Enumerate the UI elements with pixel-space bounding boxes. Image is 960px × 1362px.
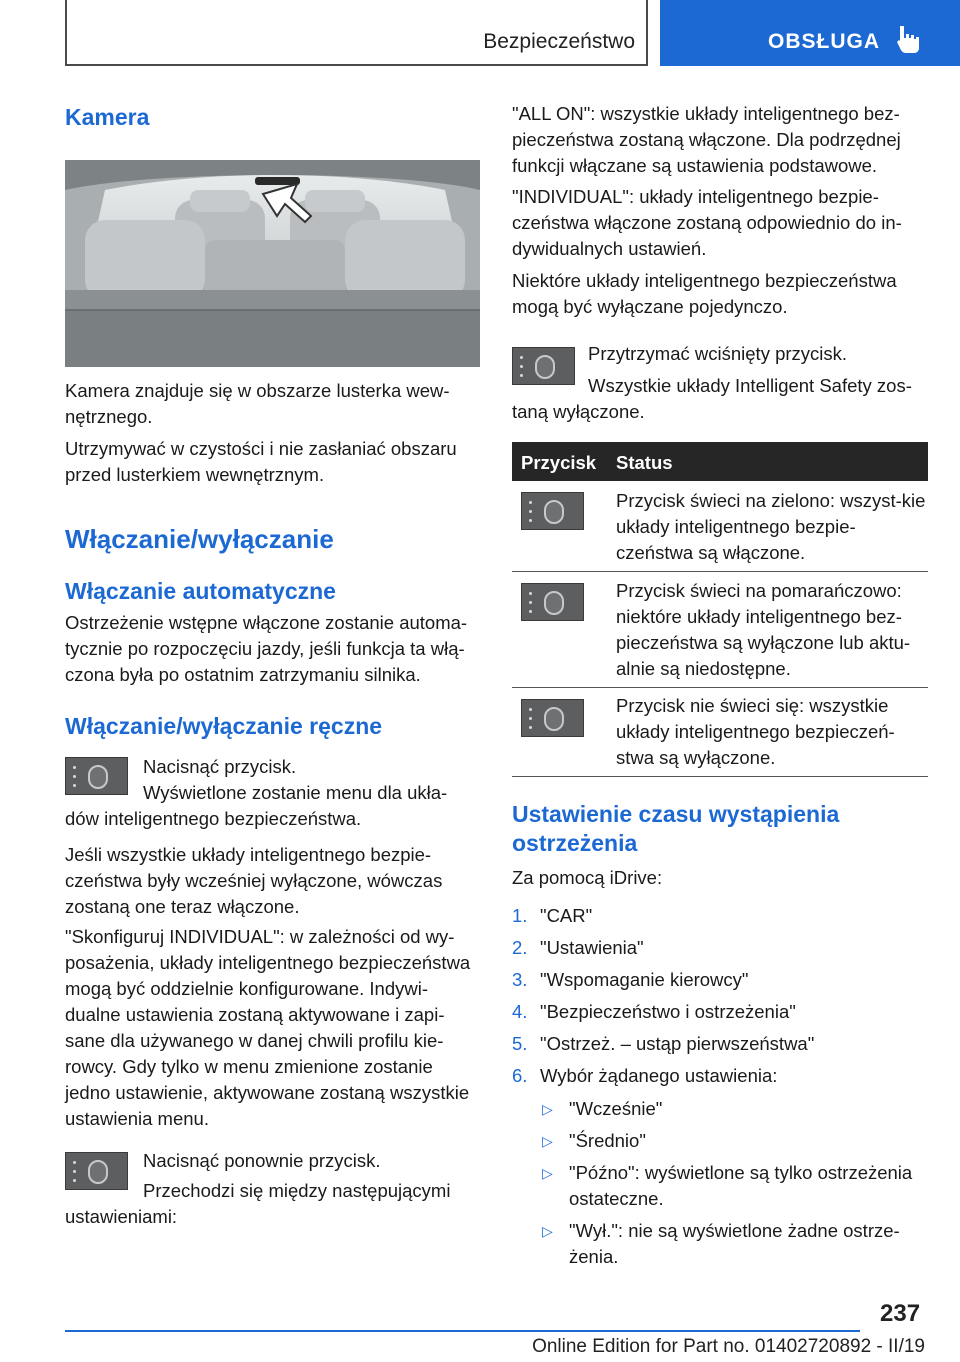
manual-paragraph-3: "Skonfiguruj INDIVIDUAL": w zależności od wy‐posażenia, układy inteligentnego bezpieczeństwa mogą być oddzielnie konfigurowane. Indywi‐dualne ustawienia zostaną aktywowane i zapi‐sane dla używanego w danej chwili profilu kie‐rowcy. Gdy tylko w menu zmienione zostanie jedno ustawienie, aktywowane zostaną wszystkie ustawienia menu. [65, 926, 471, 1129]
manual-paragraph-4: Przechodzi się między następującymi ustawieniami: [65, 1180, 451, 1227]
table-button-image-orange [521, 583, 584, 621]
manual-paragraph-1: Wyświetlone zostanie menu dla ukła‐dów inteligentnego bezpieczeństwa. [65, 782, 448, 829]
header-underline [65, 64, 648, 66]
step-number: 6. [512, 1065, 528, 1086]
list-item: "Bezpieczeństwo i ostrzeżenia" [540, 1001, 796, 1022]
button-dot-icon [520, 365, 523, 368]
auto-paragraph: Ostrzeżenie wstępne włączone zostanie automa‐tycznie po rozpoczęciu jazdy, jeśli funkcja ta włą‐czona była po ostatnim zatrzymaniu silnika. [65, 612, 468, 685]
page-number: 237 [880, 1300, 921, 1327]
step-number: 4. [512, 1001, 528, 1022]
onoff-heading: Włączanie/wyłączanie [65, 524, 334, 554]
button-knob-icon [544, 591, 564, 615]
table-col-status: Status [616, 452, 673, 473]
manual-heading: Włączanie/wyłączanie ręczne [65, 713, 383, 739]
list-item: "Wcześnie" [569, 1098, 663, 1119]
camera-heading: Kamera [65, 104, 150, 130]
button-dot-icon [520, 356, 523, 359]
button-dot-icon [73, 766, 76, 769]
time-heading: Ustawienie czasu wystąpienia ostrzeżenia [512, 801, 840, 856]
manual-step-2: Nacisnąć ponownie przycisk. [143, 1150, 381, 1171]
button-dot-icon [529, 717, 532, 720]
list-item: "Średnio" [569, 1130, 646, 1151]
list-item: "Późno": wyświetlone są tylko ostrzeżenia ostateczne. [569, 1162, 913, 1209]
manual-step-1: Nacisnąć przycisk. [143, 756, 297, 777]
button-dot-icon [529, 726, 532, 729]
some-paragraph: Niektóre układy inteligentnego bezpieczeństwa mogą być wyłączane pojedynczo. [512, 270, 897, 317]
camera-photo [65, 160, 480, 367]
button-dot-icon [529, 510, 532, 513]
button-dot-icon [529, 501, 532, 504]
car-interior-illustration [65, 160, 480, 367]
table-row-divider [512, 571, 928, 572]
hold-result: Wszystkie układy Intelligent Safety zos‐taną wyłączone. [512, 375, 912, 422]
step-number: 5. [512, 1033, 528, 1054]
list-item: "Ustawienia" [540, 937, 644, 958]
table-row-green: Przycisk świeci na zielono: wszyst‐kie układy inteligentnego bezpie‐czeństwa są włączone. [616, 490, 926, 563]
header-tab[interactable] [660, 0, 960, 66]
button-dot-icon [529, 601, 532, 604]
idrive-paragraph: Za pomocą iDrive: [512, 867, 663, 888]
pointing-hand-icon [895, 24, 923, 54]
table-row-divider [512, 687, 928, 688]
individual-paragraph: "INDIVIDUAL": układy inteligentnego bezpie‐czeństwa włączone zostaną odpowiednio do in‐dywidualnych ustawień. [512, 186, 902, 259]
table-row-orange: Przycisk świeci na pomarańczowo: niektóre układy inteligentnego bez‐pieczeństwa są wyłączone lub aktu‐alnie są niedostępne. [616, 580, 911, 679]
header-divider-right [646, 0, 648, 66]
step-number: 3. [512, 969, 528, 990]
step-number: 1. [512, 905, 528, 926]
triangle-bullet-icon: ▷ [542, 1133, 553, 1149]
button-knob-icon [544, 707, 564, 731]
footer-edition: Online Edition for Part no. 01402720892 - II/19 [532, 1336, 925, 1357]
list-item: Wybór żądanego ustawienia: [540, 1065, 778, 1086]
button-knob-icon [544, 500, 564, 524]
status-table-header [512, 442, 928, 481]
header-section-title: Bezpieczeństwo [483, 30, 635, 53]
table-button-image-green [521, 492, 584, 530]
button-dot-icon [529, 708, 532, 711]
footer-line [65, 1330, 860, 1332]
button-dot-icon [529, 610, 532, 613]
hold-step: Przytrzymać wciśnięty przycisk. [588, 343, 848, 364]
camera-paragraph-2: Utrzymywać w czystości i nie zasłaniać obszaru przed lusterkiem wewnętrznym. [65, 438, 457, 485]
button-dot-icon [73, 1161, 76, 1164]
table-col-button: Przycisk [521, 452, 597, 473]
auto-heading: Włączanie automatyczne [65, 578, 336, 604]
triangle-bullet-icon: ▷ [542, 1101, 553, 1117]
list-item: "CAR" [540, 905, 593, 926]
button-dot-icon [529, 519, 532, 522]
table-row-divider [512, 776, 928, 777]
header-divider-left [65, 0, 67, 66]
header-tab-label: OBSŁUGA [768, 30, 880, 53]
triangle-bullet-icon: ▷ [542, 1223, 553, 1239]
manual-paragraph-2: Jeśli wszystkie układy inteligentnego bezpie‐czeństwa były wcześniej wyłączone, wówczas zostaną one teraz włączone. [65, 844, 443, 917]
table-row-off: Przycisk nie świeci się: wszystkie układy inteligentnego bezpieczeń‐stwa są wyłączone. [616, 695, 895, 768]
triangle-bullet-icon: ▷ [542, 1165, 553, 1181]
button-dot-icon [73, 775, 76, 778]
step-number: 2. [512, 937, 528, 958]
button-dot-icon [529, 592, 532, 595]
button-dot-icon [73, 1170, 76, 1173]
list-item: "Ostrzeż. – ustąp pierwszeństwa" [540, 1033, 815, 1054]
camera-paragraph-1: Kamera znajduje się w obszarze lusterka wew‐nętrznego. [65, 380, 450, 427]
list-item: "Wył.": nie są wyświetlone żadne ostrze‐żenia. [569, 1220, 900, 1267]
all-on-paragraph: "ALL ON": wszystkie układy inteligentnego bez‐pieczeństwa zostaną włączone. Dla podrzędnej funkcji włączane są ustawienia podstawowe. [512, 103, 901, 176]
list-item: "Wspomaganie kierowcy" [540, 969, 749, 990]
table-button-image-off [521, 699, 584, 737]
